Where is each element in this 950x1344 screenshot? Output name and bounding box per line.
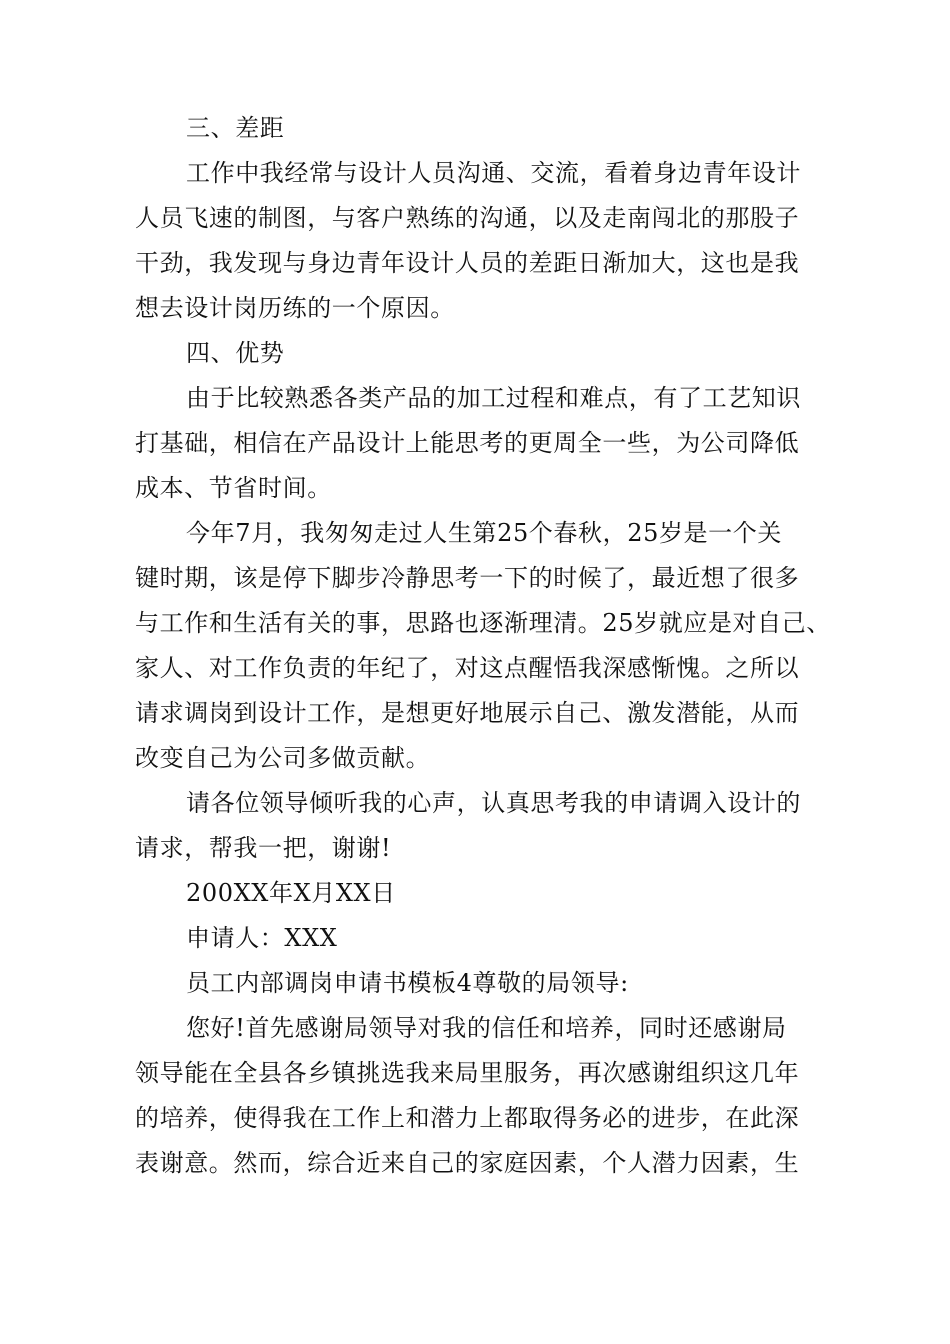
paragraph-line: 请求，帮我一把，谢谢!	[135, 834, 392, 862]
section-heading-advantage: 四、优势	[186, 339, 285, 367]
paragraph-line: 成本、节省时间。	[135, 474, 332, 502]
date-line: 200XX年X月XX日	[186, 879, 396, 907]
paragraph-line: 干劲，我发现与身边青年设计人员的差距日渐加大，这也是我	[135, 249, 800, 277]
paragraph-line: 键时期，该是停下脚步冷静思考一下的时候了，最近想了很多	[135, 564, 800, 592]
paragraph-line: 领导能在全县各乡镇挑选我来局里服务，再次感谢组织这几年	[135, 1059, 800, 1087]
paragraph-line: 工作中我经常与设计人员沟通、交流，看着身边青年设计	[186, 159, 801, 187]
applicant-line: 申请人：XXX	[186, 924, 338, 952]
paragraph-line: 今年7月，我匆匆走过人生第25个春秋，25岁是一个关	[186, 519, 782, 547]
paragraph-line: 家人、对工作负责的年纪了，对这点醒悟我深感惭愧。之所以	[135, 654, 800, 682]
paragraph-line: 与工作和生活有关的事，思路也逐渐理清。25岁就应是对自己、	[135, 609, 831, 637]
paragraph-line: 人员飞速的制图，与客户熟练的沟通，以及走南闯北的那股子	[135, 204, 800, 232]
paragraph-line: 想去设计岗历练的一个原因。	[135, 294, 455, 322]
paragraph-line: 请各位领导倾听我的心声，认真思考我的申请调入设计的	[186, 789, 801, 817]
paragraph-line: 您好!首先感谢局领导对我的信任和培养，同时还感谢局	[186, 1014, 787, 1042]
section-heading-gap: 三、差距	[186, 114, 285, 142]
paragraph-line: 的培养，使得我在工作上和潜力上都取得务必的进步，在此深	[135, 1104, 800, 1132]
template-title-line: 员工内部调岗申请书模板4尊敬的局领导:	[186, 969, 629, 997]
paragraph-line: 由于比较熟悉各类产品的加工过程和难点，有了工艺知识	[186, 384, 801, 412]
paragraph-line: 请求调岗到设计工作，是想更好地展示自己、激发潜能，从而	[135, 699, 800, 727]
paragraph-line: 打基础，相信在产品设计上能思考的更周全一些，为公司降低	[135, 429, 800, 457]
paragraph-line: 改变自己为公司多做贡献。	[135, 744, 431, 772]
paragraph-line: 表谢意。然而，综合近来自己的家庭因素，个人潜力因素，生	[135, 1149, 800, 1177]
